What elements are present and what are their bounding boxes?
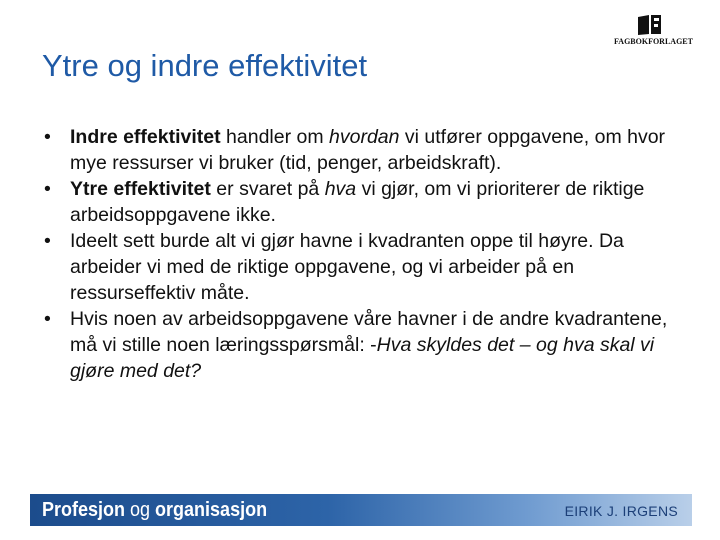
bullet-text: Hva skyldes det – og hva skal vi gjøre med det? xyxy=(70,334,655,382)
bullet-item xyxy=(44,228,684,306)
footer-title-part: Profesjon xyxy=(42,499,126,521)
footer-title-part: og xyxy=(125,499,156,521)
footer-book-title xyxy=(42,499,267,522)
book-logo-icon xyxy=(637,14,663,36)
bullet-text: vi gjør, om vi prioriterer de riktige arbeidsoppgavene ikke. xyxy=(70,178,645,226)
footer-title-part: organisasjon xyxy=(155,499,268,521)
bullet-list xyxy=(44,124,684,384)
bullet-text: Ytre effektivitet xyxy=(70,178,211,200)
bullet-item xyxy=(44,124,684,176)
bullet-text: hvordan xyxy=(329,126,400,148)
bullet-item xyxy=(44,306,684,384)
bullet-marker: • xyxy=(44,308,51,330)
bullet-text: Indre effektivitet xyxy=(70,126,221,148)
bullet-text: er svaret på xyxy=(210,178,325,200)
bullet-marker: • xyxy=(44,178,51,200)
bullet-item xyxy=(44,176,684,228)
bullet-text: vi utfører oppgavene, om hvor mye ressurser vi bruker (tid, penger, arbeidskraft). xyxy=(70,126,666,174)
bullet-text: handler om xyxy=(220,126,330,148)
logo-text: FAGBOKFORLAGET xyxy=(614,37,693,46)
bullet-text: hva xyxy=(324,178,357,200)
footer-author: EIRIK J. IRGENS xyxy=(564,503,678,519)
bullet-text: Hvis noen av arbeidsoppgavene våre havner i de andre kvadrantene, må vi stille noen læringsspørsmål: - xyxy=(70,308,668,356)
publisher-logo xyxy=(614,14,693,46)
footer-bar xyxy=(30,494,692,526)
bullet-text: Ideelt sett burde alt vi gjør havne i kvadranten oppe til høyre. Da arbeider vi med de riktige oppgavene, og vi arbeider på en ressurseffektiv måte. xyxy=(70,230,624,304)
bullet-marker: • xyxy=(44,230,51,252)
bullet-marker: • xyxy=(44,126,51,148)
slide-title: Ytre og indre effektivitet xyxy=(42,48,368,83)
